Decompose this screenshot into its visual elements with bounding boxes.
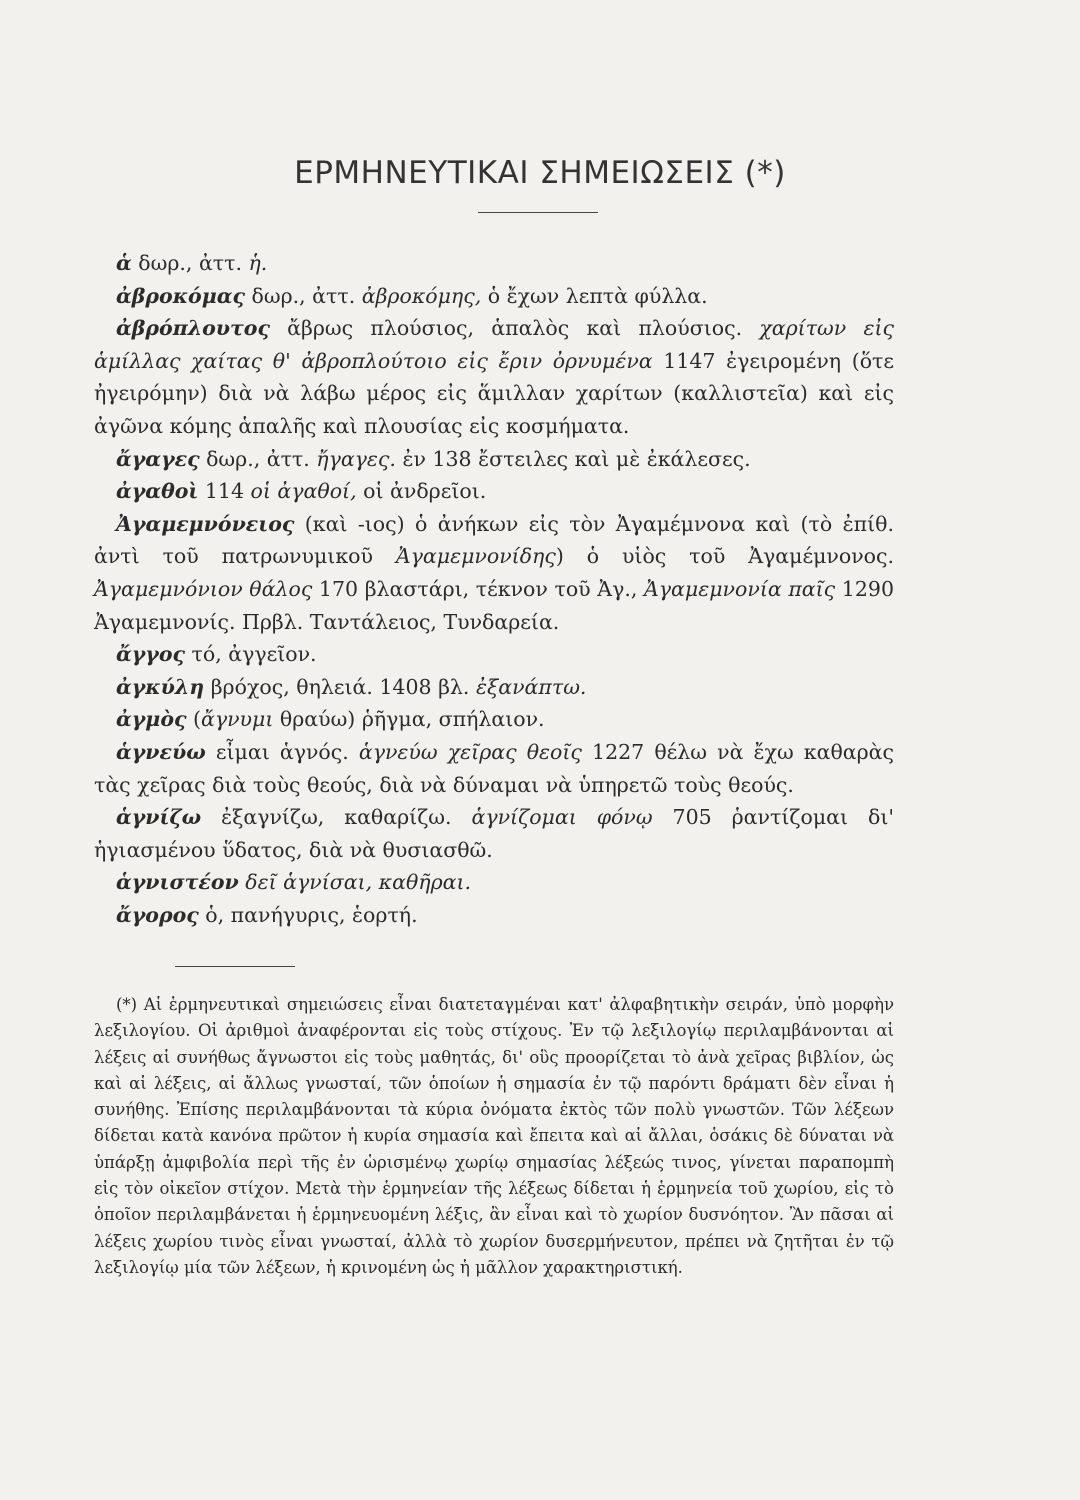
glossary-entry: ἀγκύλη βρόχος, θηλειά. 1408 βλ. ἐξανάπτω. — [116, 674, 587, 699]
page-title: ΕΡΜΗΝΕΥΤΙΚΑΙ ΣΗΜΕΙΩΣΕΙΣ (*) — [294, 155, 786, 191]
entry-headword: ἄγγος — [116, 642, 185, 667]
entry-headword: Ἀγαμεμνόνειος — [116, 511, 295, 536]
entry-headword: ἁ — [116, 251, 132, 275]
glossary-entry: ἁ δωρ., ἀττ. ἡ. — [116, 251, 268, 275]
entry-headword: ἁγνίζω — [116, 805, 202, 830]
glossary-entry: ἄγαγες δωρ., ἀττ. ἤγαγες. ἐν 138 ἔστειλες καὶ μὲ ἐκάλεσες. — [116, 446, 751, 471]
glossary-entry: ἀβροκόμας δωρ., ἀττ. ἀβροκόμης, ὁ ἔχων λεπτὰ φύλλα. — [116, 283, 708, 308]
entry-headword: ἄγορος — [116, 902, 199, 927]
entry-headword: ἁγνιστέον — [116, 870, 239, 895]
glossary-entry: ἁγνεύω εἶμαι ἁγνός. ἁγνεύω χεῖρας θεοῖς 1227 θέλω νὰ ἔχω καθαρὰς τὰς χεῖρας διὰ τοὺς θεούς, διὰ νὰ δύναμαι νὰ ὑπηρετῶ τοὺς θεούς. — [94, 739, 895, 797]
entry-headword: ἀγκύλη — [116, 674, 205, 699]
entry-headword: ἀγαθοὶ — [116, 479, 199, 504]
glossary-entry: ἄγορος ὁ, πανήγυρις, ἑορτή. — [116, 902, 418, 927]
footnote: (*) Αἱ ἑρμηνευτικαὶ σημειώσεις εἶναι διατεταγμέναι κατ' ἀλφαβητικὴν σειράν, ὑπὸ μορφὴν λεξιλογίου. Οἱ ἀριθμοὶ ἀναφέρονται εἰς τοὺς στίχους. Ἐν τῷ λεξιλογίῳ περιλαμβάνονται αἱ λέξεις αἱ συνήθως ἄγνωστοι εἰς τοὺς μαθητάς, δι' οὓς προορίζεται τὸ ἀνὰ χεῖρας βιβλίον, ὡς καὶ αἱ λέξεις, αἱ ἄλλως γνωσταί, τῶν ὁποίων ἡ σημασία ἐν τῷ παρόντι δράματι δὲν εἶναι ἡ συνήθης. Ἐπίσης περιλαμβάνονται τὰ κύρια ὀνόματα ἐκτὸς τῶν πολὺ γνωστῶν. Τῶν λέξεων δίδεται κατὰ κανόνα πρῶτον ἡ κυρία σημασία καὶ ἔπειτα καὶ αἱ ἄλλαι, ὁσάκις δὲ δύναται νὰ ὑπάρξῃ ἀμφιβολία περὶ τῆς ἐν ὡρισμένῳ χωρίῳ σημασίας λέξεώς τινος, γίνεται παραπομπὴ εἰς τὸν οἰκεῖον στίχον. Μετὰ τὴν ἑρμηνείαν τῆς λέξεως δίδεται ἡ ἑρμηνεία τοῦ χωρίου, εἰς τὸ ὁποῖον περιλαμβάνεται ἡ ἑρμηνευομένη λέξις, ἂν εἶναι καὶ τὸ χωρίον δυσνόητον. Ἂν πᾶσαι αἱ λέξεις χωρίου τινὸς εἶναι γνωσταί, ἀλλὰ τὸ χωρίον δυσερμήνευτον, πρέπει νὰ ζητῆται ἐν τῷ λεξιλογίῳ μία τῶν λέξεων, ἡ κρινομένη ὡς ἡ μᾶλλον χαρακτηριστική. — [94, 995, 894, 1277]
entry-headword: ἀβρόπλουτος — [116, 316, 270, 341]
glossary-entry: ἁγνίζω ἐξαγνίζω, καθαρίζω. ἁγνίζομαι φόνῳ 705 ῥαντίζομαι δι' ἡγιασμένου ὕδατος, διὰ νὰ θυσιασθῶ. — [94, 805, 894, 862]
entry-headword: ἀβροκόμας — [116, 283, 245, 308]
glossary-entry: ἀγμὸς (ἄγνυμι θραύω) ῥῆγμα, σπήλαιον. — [116, 707, 545, 732]
glossary-entry: Ἀγαμεμνόνειος (καὶ -ιος) ὁ ἀνήκων εἰς τὸν Ἀγαμέμνονα καὶ (τὸ ἐπίθ. ἀντὶ τοῦ πατρωνυμικοῦ Ἀγαμεμνονίδης) ὁ υἱὸς τοῦ Ἀγαμέμνονος. Ἀγαμεμνόνιον θάλος 170 βλαστάρι, τέκνον τοῦ Ἀγ., Ἀγαμεμνονία παῖς 1290 Ἀγαμεμνονίς. Πρβλ. Ταντάλειος, Τυνδαρεία. — [94, 511, 894, 634]
entry-headword: ἀγμὸς — [116, 707, 187, 732]
glossary-entries — [94, 247, 894, 931]
entry-headword: ἄγαγες — [116, 446, 200, 471]
glossary-entry: ἀγαθοὶ 114 οἱ ἀγαθοί, οἱ ἀνδρεῖοι. — [116, 479, 487, 504]
entry-headword: ἁγνεύω — [116, 739, 206, 764]
glossary-entry: ἀβρόπλουτος ἄβρως πλούσιος, ἁπαλὸς καὶ πλούσιος. χαρίτων εἰς ἁμίλλας χαίτας θ' ἀβροπλούτοιο εἰς ἔριν ὀρνυμένα 1147 ἐγειρομένη (ὅτε ἠγειρόμην) διὰ νὰ λάβω μέρος εἰς ἅμιλλαν χαρίτων (καλλιστεῖα) καὶ εἰς ἀγῶνα κόμης ἁπαλῆς καὶ πλουσίας εἰς κοσμήματα. — [94, 316, 894, 438]
glossary-entry: ἁγνιστέον δεῖ ἁγνίσαι, καθῆραι. — [116, 870, 472, 895]
title-divider — [478, 212, 598, 213]
glossary-entry: ἄγγος τό, ἀγγεῖον. — [116, 642, 317, 667]
footnote-divider — [175, 966, 295, 967]
